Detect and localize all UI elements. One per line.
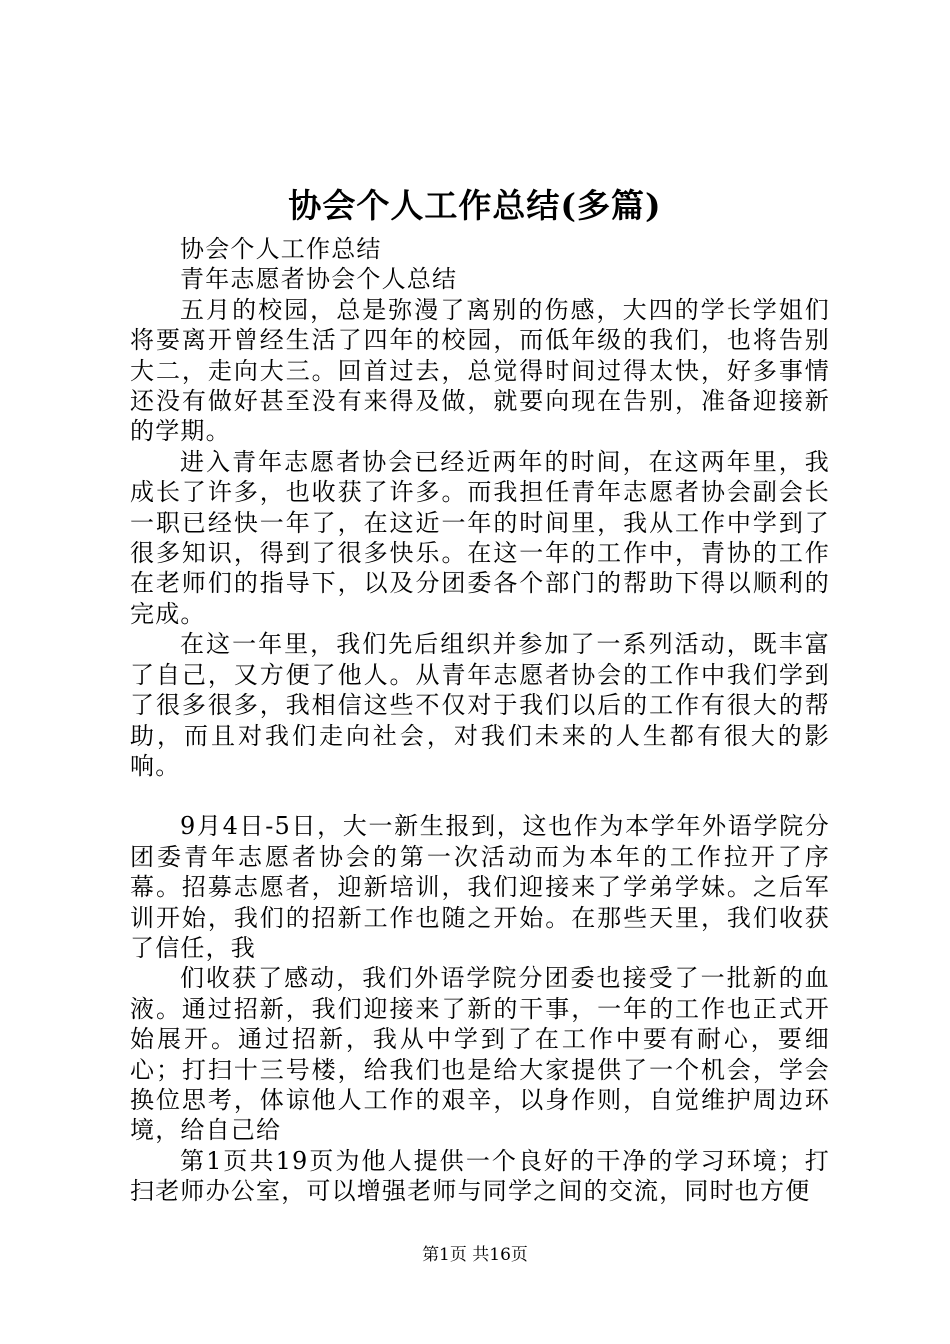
page-footer: 第1页 共16页 [422,1245,528,1265]
document-body [130,234,830,1207]
body-paragraph: 们收获了感动，我们外语学院分团委也接受了一批新的血液。通过招新，我们迎接来了新的干事，一年的工作也正式开始展开。通过招新，我从中学到了在工作中要有耐心，要细心；打扫十三号楼，给我们也是给大家提供了一个机会，学会换位思考，体谅他人工作的艰辛，以身作则，自觉维护周边环境，给自己给 [130,964,830,1145]
document-title: 协会个人工作总结(多篇) [288,186,662,225]
body-paragraph: 第1页共19页为他人提供一个良好的干净的学习环境；打扫老师办公室，可以增强老师与同学之间的交流，同时也方便 [130,1146,830,1206]
body-paragraph: 在这一年里，我们先后组织并参加了一系列活动，既丰富了自己，又方便了他人。从青年志愿者协会的工作中我们学到了很多很多，我相信这些不仅对于我们以后的工作有很大的帮助，而且对我们走向社会，对我们未来的人生都有很大的影响。 [130,630,830,780]
body-paragraph: 9月4日-5日，大一新生报到，这也作为本学年外语学院分团委青年志愿者协会的第一次活动而为本年的工作拉开了序幕。招募志愿者，迎新培训，我们迎接来了学弟学妹。之后军训开始，我们的招新工作也随之开始。在那些天里，我们收获了信任，我 [130,812,830,962]
subsection-heading: 青年志愿者协会个人总结 [180,265,458,294]
body-paragraph: 进入青年志愿者协会已经近两年的时间，在这两年里，我成长了许多，也收获了许多。而我担任青年志愿者协会副会长一职已经快一年了，在这近一年的时间里，我从工作中学到了很多知识，得到了很多快乐。在这一年的工作中，青协的工作在老师们的指导下，以及分团委各个部门的帮助下得以顺利的完成。 [130,447,830,628]
body-paragraph: 五月的校园，总是弥漫了离别的伤感，大四的学长学姐们将要离开曾经生活了四年的校园，而低年级的我们，也将告别大二，走向大三。回首过去，总觉得时间过得太快，好多事情还没有做好甚至没有来得及做，就要向现在告别，准备迎接新的学期。 [130,295,830,446]
section-heading: 协会个人工作总结 [180,235,382,263]
